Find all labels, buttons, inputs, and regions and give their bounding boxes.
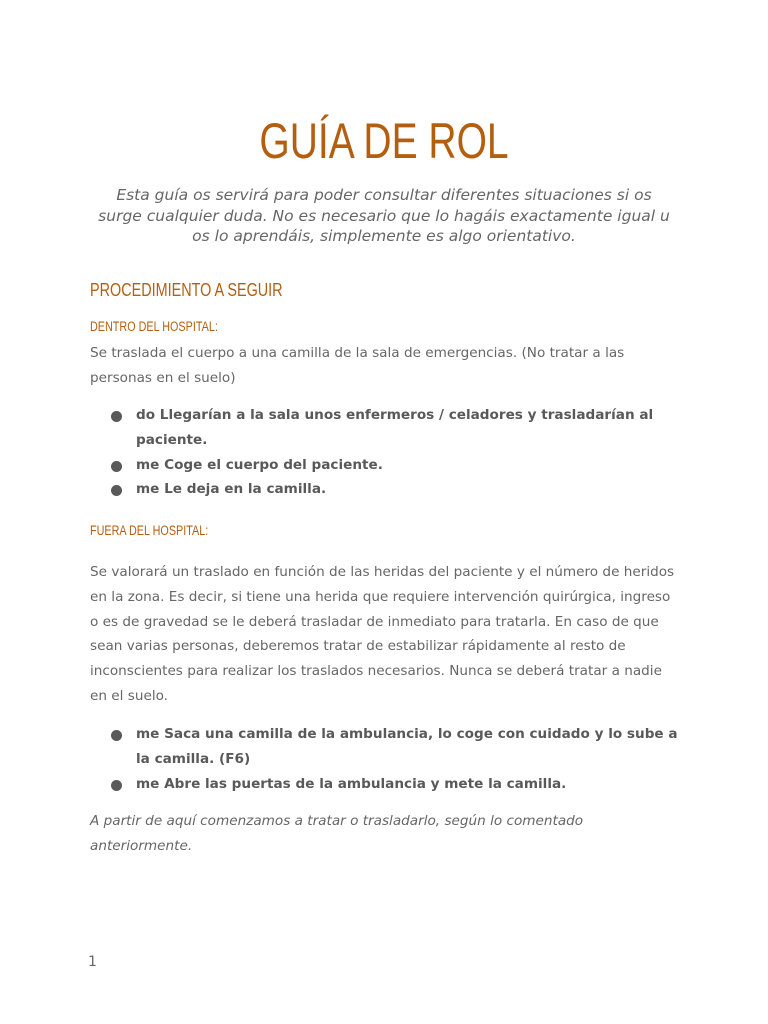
bullet-icon: [111, 485, 122, 496]
list-item: [110, 453, 680, 478]
list-item: [110, 722, 680, 772]
bullet-icon: [111, 780, 122, 791]
list-item-text: me Coge el cuerpo del paciente.: [136, 456, 383, 473]
closing-note: A partir de aquí comenzamos a tratar o trasladarlo, según lo comentado anteriormente.: [90, 813, 584, 854]
list-item-text: do Llegarían a la sala unos enfermeros / celadores y trasladarían al paciente.: [136, 407, 654, 448]
list-item-text: me Saca una camilla de la ambulancia, lo coge con cuidado y lo sube a la camilla. (F6): [136, 726, 678, 767]
paragraph-inside-hospital: Se traslada el cuerpo a una camilla de la sala de emergencias. (No tratar a las personas en el suelo): [90, 345, 625, 386]
list-item-text: me Le deja en la camilla.: [136, 481, 327, 498]
list-item: [110, 477, 680, 502]
document-subtitle: Esta guía os servirá para poder consultar diferentes situaciones si os surge cualquier duda. No es necesario que lo hagáis exactamente igual u os lo aprendáis, simplemente es algo orientativo.: [98, 186, 670, 245]
subheading-inside-hospital: DENTRO DEL HOSPITAL:: [90, 319, 218, 334]
list-item: [110, 403, 680, 453]
list-item-text: me Abre las puertas de la ambulancia y mete la camilla.: [136, 775, 567, 792]
bullet-list-outside-hospital: [110, 722, 680, 796]
bullet-icon: [111, 461, 122, 472]
section-heading-procedure: PROCEDIMIENTO A SEGUIR: [90, 280, 283, 300]
bullet-icon: [111, 730, 122, 741]
paragraph-outside-hospital: Se valorará un traslado en función de las heridas del paciente y el número de heridos en la zona. Es decir, si tiene una herida que requiere intervención quirúrgica, ingreso o es de gravedad se le deberá trasladar de inmediato para tratarla. En caso de que sean varias personas, deberemos tratar de estabilizar rápidamente al resto de inconscientes para realizar los traslados necesarios. Nunca se deberá tratar a nadie en el suelo.: [90, 564, 675, 704]
bullet-icon: [111, 411, 122, 422]
document-title: GUÍA DE ROL: [259, 113, 509, 169]
list-item: [110, 772, 680, 797]
page-number: 1: [88, 954, 97, 970]
subheading-outside-hospital: FUERA DEL HOSPITAL:: [90, 523, 209, 538]
bullet-list-inside-hospital: [110, 403, 680, 502]
